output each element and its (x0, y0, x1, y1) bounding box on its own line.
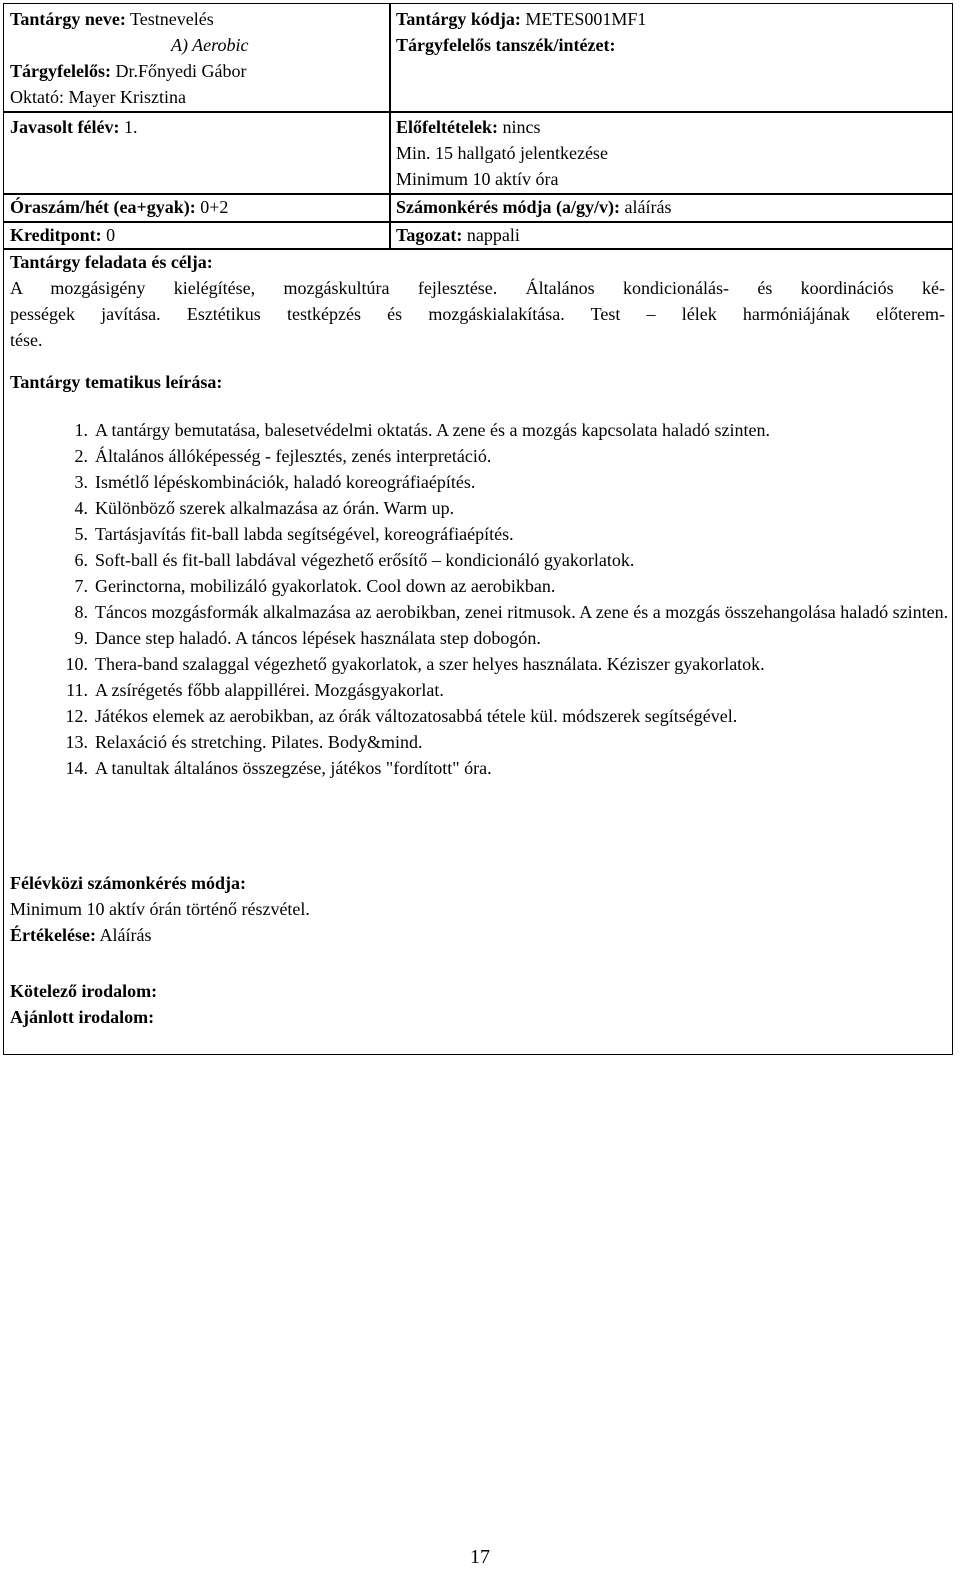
semester: 1. (123, 117, 138, 137)
topic-number: 11. (66, 680, 88, 700)
responsible-label: Tárgyfelelős: (10, 61, 111, 81)
assessment-text: Minimum 10 aktív órán történő részvétel. (10, 899, 310, 919)
goal-line: pességek javítása. Esztétikus testképzés és mozgáskialakítása. Test – lélek harmóniájának előterem- (10, 304, 945, 324)
topic-number: 10. (65, 654, 88, 674)
exam: aláírás (624, 197, 672, 217)
code: METES001MF1 (525, 9, 647, 29)
track-label: Tagozat: (396, 225, 463, 245)
code-row (396, 6, 646, 32)
topic-text: Ismétlő lépéskombinációk, haladó koreográfiaépítés. (95, 472, 476, 492)
instructor: Mayer Krisztina (68, 87, 186, 107)
topic-text: Dance step haladó. A táncos lépések használata step dobogón. (95, 628, 541, 648)
instructor-row (10, 84, 186, 110)
topic-text: A tantárgy bemutatása, balesetvédelmi oktatás. A zene és a mozgás kapcsolata haladó szinten. (95, 420, 770, 440)
topic-text: Relaxáció és stretching. Pilates. Body&mind. (95, 732, 423, 752)
responsible: Dr.Főnyedi Gábor (115, 61, 247, 81)
topic-text: Különböző szerek alkalmazása az órán. Warm up. (95, 498, 455, 518)
goal-text (10, 275, 945, 353)
topic-text: Játékos elemek az aerobikban, az órák változatosabbá tétele kül. módszerek segítségével. (95, 706, 738, 726)
subject-name-row (10, 6, 214, 32)
topic-number: 2. (74, 446, 88, 466)
subject-name: Testnevelés (130, 9, 214, 29)
topic-number: 4. (74, 498, 88, 518)
goal-line: tése. (10, 330, 43, 350)
topic-item (10, 599, 950, 625)
topic-number: 12. (65, 706, 88, 726)
topic-item (10, 573, 950, 599)
topic-item (10, 729, 950, 755)
hours-label: Óraszám/hét (ea+gyak): (10, 197, 196, 217)
topic-text: Soft-ball és fit-ball labdával végezhető erősítő – kondicionáló gyakorlatok. (95, 550, 635, 570)
credit: 0 (106, 225, 116, 245)
column-divider (389, 3, 391, 249)
required-literature-label: Kötelező irodalom: (10, 981, 158, 1001)
topic-number: 6. (74, 550, 88, 570)
topic-number: 14. (65, 758, 88, 778)
topic-item (10, 547, 950, 573)
department-label: Tárgyfelelős tanszék/intézet: (396, 35, 616, 55)
topic-item (10, 417, 950, 443)
exam-label: Számonkérés módja (a/gy/v): (396, 197, 620, 217)
prereq-row (396, 114, 540, 140)
topic-number: 8. (74, 602, 88, 622)
topic-text: A tanultak általános összegzése, játékos "fordított" óra. (95, 758, 492, 778)
evaluation: Aláírás (99, 925, 152, 945)
topic-item (10, 495, 950, 521)
track: nappali (466, 225, 520, 245)
assessment-label: Félévközi számonkérés módja: (10, 873, 246, 893)
topic-item (10, 651, 950, 677)
topic-item (10, 469, 950, 495)
topic-item (10, 521, 950, 547)
instructor-label: Oktató: (10, 87, 64, 107)
topic-number: 9. (74, 628, 88, 648)
hours-row (10, 194, 228, 220)
topics-label: Tantárgy tematikus leírása: (10, 372, 223, 392)
responsible-row (10, 58, 246, 84)
credit-row (10, 222, 115, 248)
semester-label: Javasolt félév: (10, 117, 120, 137)
topic-text: Gerinctorna, mobilizáló gyakorlatok. Cool down az aerobikban. (95, 576, 556, 596)
evaluation-label: Értékelése: (10, 925, 96, 945)
prereq-label: Előfeltételek: (396, 117, 498, 137)
evaluation-row (10, 922, 151, 948)
topic-item (10, 755, 950, 781)
recommended-literature-label: Ajánlott irodalom: (10, 1007, 155, 1027)
topic-item (10, 677, 950, 703)
min-students: Min. 15 hallgató jelentkezése (396, 143, 608, 163)
topic-item (10, 625, 950, 651)
subject-variant: A) Aerobic (171, 35, 249, 55)
exam-row (396, 194, 671, 220)
code-label: Tantárgy kódja: (396, 9, 521, 29)
hours: 0+2 (200, 197, 229, 217)
topic-number: 1. (74, 420, 88, 440)
topic-item (10, 703, 950, 729)
topic-text: A zsírégetés főbb alappillérei. Mozgásgyakorlat. (95, 680, 444, 700)
topic-number: 5. (74, 524, 88, 544)
goal-label: Tantárgy feladata és célja: (10, 252, 213, 272)
row-divider (3, 111, 953, 113)
topic-text: Tartásjavítás fit-ball labda segítségével, koreográfiaépítés. (95, 524, 514, 544)
topic-text: Általános állóképesség - fejlesztés, zenés interpretáció. (95, 446, 492, 466)
page-number: 17 (470, 1546, 490, 1568)
semester-row (10, 114, 137, 140)
subject-name-label: Tantárgy neve: (10, 9, 126, 29)
topic-number: 7. (74, 576, 88, 596)
prereq: nincs (502, 117, 541, 137)
credit-label: Kreditpont: (10, 225, 102, 245)
topic-text: Táncos mozgásformák alkalmazása az aerobikban, zenei ritmusok. A zene és a mozgás összehangolása haladó szinten. (95, 602, 949, 622)
topic-number: 3. (74, 472, 88, 492)
goal-line: A mozgásigény kielégítése, mozgáskultúra fejlesztése. Általános kondicionálás- és koordinációs ké- (10, 278, 945, 298)
topic-number: 13. (65, 732, 88, 752)
track-row (396, 222, 520, 248)
topic-text: Thera-band szalaggal végezhető gyakorlatok, a szer helyes használata. Kéziszer gyakorlatok. (95, 654, 765, 674)
min-sessions: Minimum 10 aktív óra (396, 169, 559, 189)
topics-list (10, 417, 950, 781)
topic-item (10, 443, 950, 469)
